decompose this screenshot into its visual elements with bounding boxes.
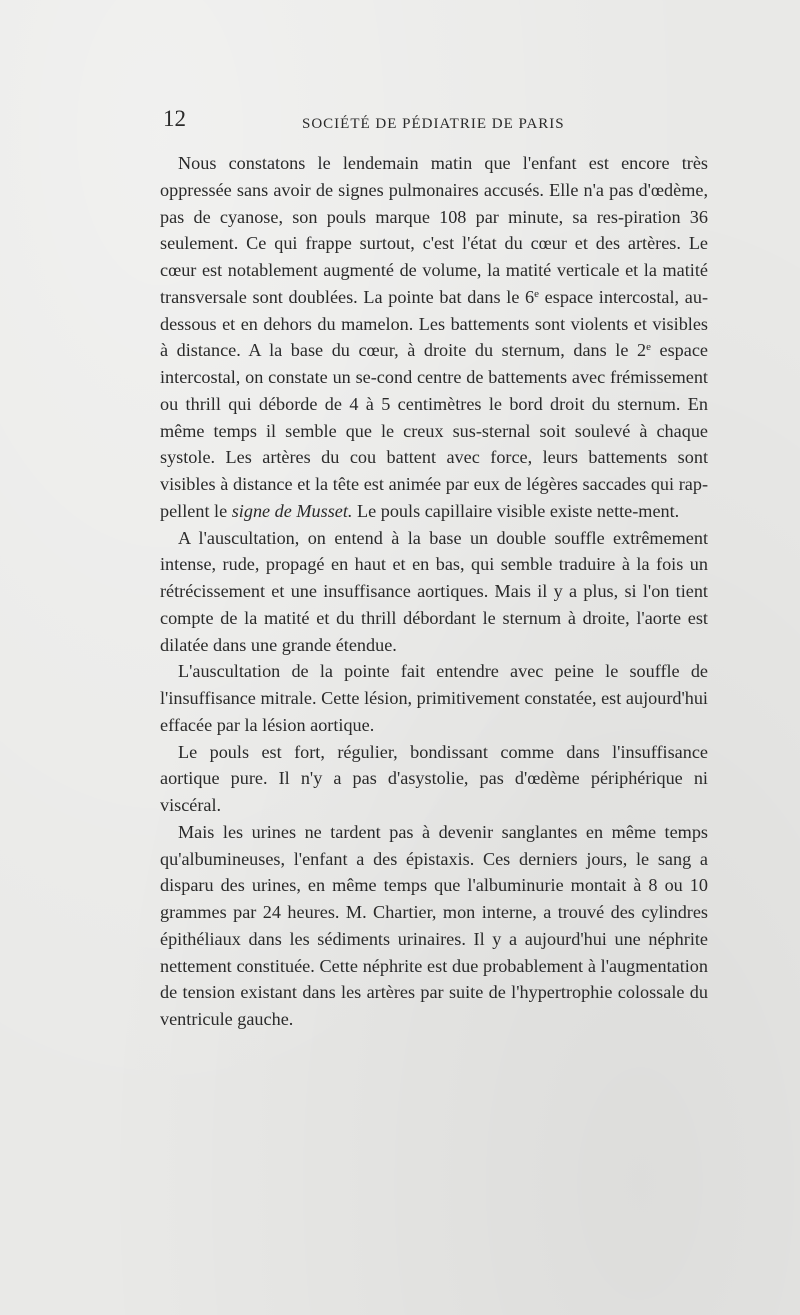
ordinal-superscript: e bbox=[646, 341, 651, 354]
body-text bbox=[160, 150, 708, 1033]
paragraph-1-part-b: espace intercostal, au-dessous et en dehors du mamelon. Les battements sont violents et visibles à distance. A la base du cœur, à droite du sternum, dans le 2 bbox=[160, 286, 708, 361]
paragraph-1-part-c: espace intercostal, on constate un se-cond centre de battements avec frémissement ou thrill qui déborde de 4 à 5 centimètres le bord droit du sternum. En même temps il semble que le creux sus-sternal soit soulevé à chaque systole. Les artères du cou battent avec force, leurs battements sont visibles à distance et la tête est animée par eux de légères saccades qui rap-pellent le bbox=[160, 340, 708, 521]
paragraph-3: L'auscultation de la pointe fait entendre avec peine le souffle de l'insuffisance mitrale. Cette lésion, primitivement constatée, est aujourd'hui effacée par la lésion aortique. bbox=[160, 661, 708, 735]
ordinal-superscript: e bbox=[534, 287, 539, 300]
signe-de-musset-italic: signe de Musset. bbox=[231, 500, 353, 521]
paragraph-2: A l'auscultation, on entend à la base un double souffle extrêmement intense, rude, propagé en haut et en bas, qui semble traduire à la fois un rétrécissement et une insuffisance aortiques. Mais il y a plus, si l'on tient compte de la matité et du thrill débordant le sternum à droite, l'aorte est dilatée dans une grande étendue. bbox=[160, 527, 708, 655]
page-number: 12 bbox=[163, 106, 186, 131]
running-title: SOCIÉTÉ DE PÉDIATRIE DE PARIS bbox=[302, 116, 565, 132]
paragraph-1-part-a: Nous constatons le lendemain matin que l'enfant est encore très oppressée sans avoir de signes pulmonaires accusés. Elle n'a pas d'œdème, pas de cyanose, son pouls marque 108 par minute, sa res-piration 36 seulement. Ce qui frappe surtout, c'est l'état du cœur et des artères. Le cœur est notablement augmenté de volume, la matité verticale et la matité transversale sont doublées. La pointe bat dans le 6 bbox=[160, 153, 708, 307]
paragraph-1 bbox=[160, 150, 708, 525]
paragraph-5: Mais les urines ne tardent pas à devenir sanglantes en même temps qu'albumineuses, l'enfant a des épistaxis. Ces derniers jours, le sang a disparu des urines, en même temps que l'albuminurie montait à 8 ou 10 grammes par 24 heures. M. Chartier, mon interne, a trouvé des cylindres épithéliaux dans les sédiments urinaires. Il y a aujourd'hui une néphrite nettement constituée. Cette néphrite est due probablement à l'augmentation de tension existant dans les artères par suite de l'hypertrophie colossale du ventricule gauche. bbox=[160, 821, 708, 1029]
paragraph-1-part-d: Le pouls capillaire visible existe nette-ment. bbox=[352, 500, 680, 521]
paragraph-4: Le pouls est fort, régulier, bondissant comme dans l'insuffisance aortique pure. Il n'y a pas d'asystolie, pas d'œdème périphérique ni viscéral. bbox=[160, 741, 708, 815]
